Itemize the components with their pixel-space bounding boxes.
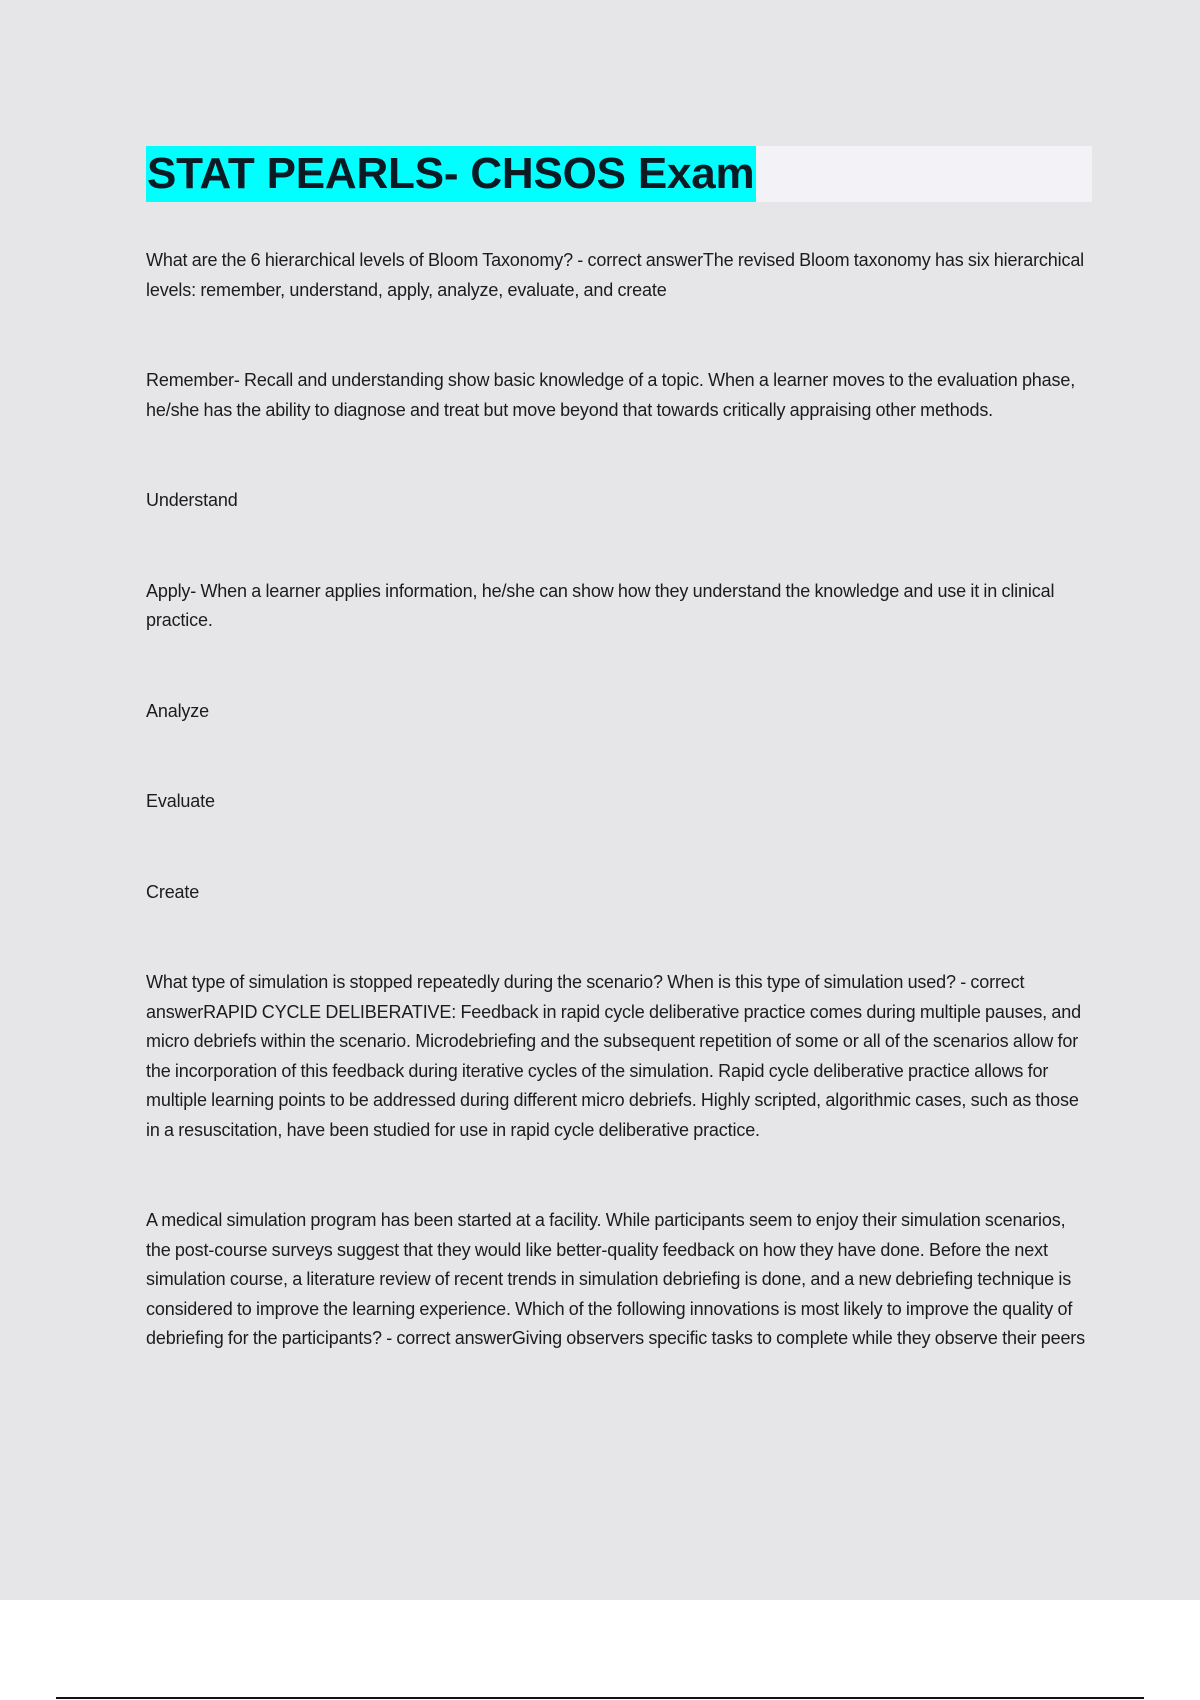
level-create: Create (146, 881, 200, 902)
question-debriefing: A medical simulation program has been started at a facility. While participants seem to enjoy their simulation scenarios, the post-course surveys suggest that they would like better-quality feedback on how they have done. Before the next simulation course, a literature review of recent trends in simulation debriefing is done, and a new debriefing technique is considered to improve the learning experience. Which of the following innovations is most likely to improve the quality of debriefing for the participants? - correct answerGiving observers specific tasks to complete while they observe their peers (146, 1210, 1085, 1348)
level-analyze: Analyze (146, 700, 209, 721)
question-list (146, 246, 1092, 1354)
level-apply: Apply- When a learner applies information, he/she can show how they understand the knowledge and use it in clinical practice. (146, 580, 1055, 630)
question-bloom-levels: What are the 6 hierarchical levels of Bloom Taxonomy? - correct answerThe revised Bloom taxonomy has six hierarchical levels: remember, understand, apply, analyze, evaluate, and create (146, 250, 1085, 300)
level-understand: Understand (146, 490, 238, 510)
footer-divider (56, 1697, 1144, 1699)
level-remember: Remember- Recall and understanding show basic knowledge of a topic. When a learner moves to the evaluation phase, he/she has the ability to diagnose and treat but move beyond that towards critically appraising other methods. (146, 370, 1076, 420)
level-evaluate: Evaluate (146, 791, 215, 811)
question-rapid-cycle: What type of simulation is stopped repeatedly during the scenario? When is this type of simulation used? - correct answerRAPID CYCLE DELIBERATIVE: Feedback in rapid cycle deliberative practice comes during multiple pauses, and micro debriefs within the scenario. Microdebriefing and the subsequent repetition of some or all of the scenarios allow for the incorporation of this feedback during iterative cycles of the simulation. Rapid cycle deliberative practice allows for multiple learning points to be addressed during different micro debriefs. Highly scripted, algorithmic cases, such as those in a resuscitation, have been studied for use in rapid cycle deliberative practice. (146, 972, 1081, 1140)
document-content (146, 146, 1092, 1354)
title-bar (146, 146, 1092, 202)
document-title: STAT PEARLS- CHSOS Exam (146, 146, 756, 202)
